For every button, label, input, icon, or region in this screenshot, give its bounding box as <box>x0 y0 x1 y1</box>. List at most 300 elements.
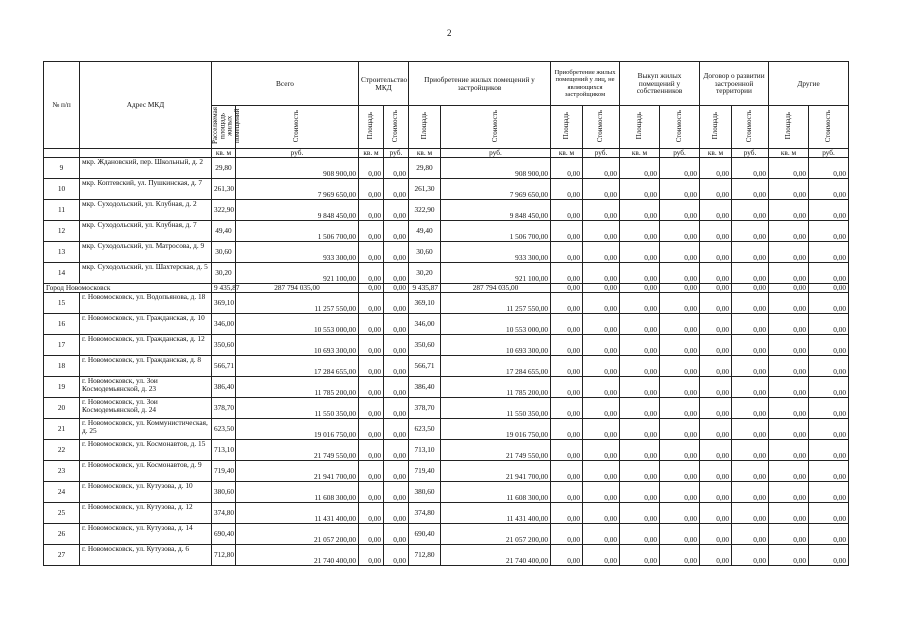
table-row <box>44 221 849 242</box>
summary-label: Город Новомосковск <box>44 284 212 293</box>
row-construction-cost: 0,00 <box>384 335 409 356</box>
unit-sqm: кв. м <box>359 149 384 158</box>
row-zero-cell: 0,00 <box>809 440 849 461</box>
row-address: мкр. Суходольский, ул. Шахтерская, д. 5 <box>80 263 212 284</box>
row-zero-cell: 0,00 <box>769 242 809 263</box>
row-zero-cell: 0,00 <box>583 503 620 524</box>
row-zero-cell: 0,00 <box>809 293 849 314</box>
row-zero-cell: 0,00 <box>809 179 849 200</box>
row-zero-cell: 0,00 <box>660 356 700 377</box>
row-zero-cell: 0,00 <box>769 356 809 377</box>
row-zero-cell: 0,00 <box>660 158 700 179</box>
unit-rub: руб. <box>236 149 359 158</box>
header-buyout-cost: Стоимость <box>660 106 700 149</box>
table-row <box>44 179 849 200</box>
row-address: г. Новомосковск, ул. Кутузова, д. 6 <box>80 545 212 566</box>
row-zero-cell: 0,00 <box>700 419 732 440</box>
header-contract-area: Площадь <box>700 106 732 149</box>
row-zero-cell: 0,00 <box>551 356 583 377</box>
row-zero-cell: 0,00 <box>620 482 660 503</box>
row-number: 17 <box>44 335 80 356</box>
row-construction-area: 0,00 <box>359 314 384 335</box>
table-row <box>44 158 849 179</box>
summary-cell: 0,00 <box>583 284 620 293</box>
header-purchase-developers: Приобретение жилых помещений у застройщиков <box>409 62 551 106</box>
row-construction-cost: 0,00 <box>384 221 409 242</box>
unit-sqm: кв. м <box>551 149 583 158</box>
row-total-area: 690,40 <box>212 524 236 545</box>
row-zero-cell: 0,00 <box>732 263 769 284</box>
row-zero-cell: 0,00 <box>551 398 583 419</box>
row-purchase-cost: 21 057 200,00 <box>441 524 551 545</box>
summary-cost: 287 794 035,00 <box>236 284 359 293</box>
row-zero-cell: 0,00 <box>700 398 732 419</box>
unit-sqm: кв. м <box>212 149 236 158</box>
table-row <box>44 545 849 566</box>
row-address: г. Новомосковск, ул. Кутузова, д. 12 <box>80 503 212 524</box>
row-zero-cell: 0,00 <box>809 503 849 524</box>
row-construction-cost: 0,00 <box>384 461 409 482</box>
row-zero-cell: 0,00 <box>700 335 732 356</box>
row-zero-cell: 0,00 <box>769 314 809 335</box>
row-total-area: 374,80 <box>212 503 236 524</box>
row-total-area: 719,40 <box>212 461 236 482</box>
row-zero-cell: 0,00 <box>551 503 583 524</box>
row-zero-cell: 0,00 <box>732 293 769 314</box>
table-row <box>44 398 849 419</box>
row-zero-cell: 0,00 <box>700 440 732 461</box>
row-construction-cost: 0,00 <box>384 503 409 524</box>
summary-cell: 0,00 <box>551 284 583 293</box>
row-address: мкр. Ждановский, пер. Школьный, д. 2 <box>80 158 212 179</box>
row-zero-cell: 0,00 <box>551 293 583 314</box>
row-purchase-cost: 921 100,00 <box>441 263 551 284</box>
row-zero-cell: 0,00 <box>732 314 769 335</box>
row-zero-cell: 0,00 <box>551 158 583 179</box>
row-zero-cell: 0,00 <box>551 524 583 545</box>
row-zero-cell: 0,00 <box>583 314 620 335</box>
row-zero-cell: 0,00 <box>809 482 849 503</box>
unit-sqm: кв. м <box>620 149 660 158</box>
row-address: мкр. Коптевский, ул. Пушкинская, д. 7 <box>80 179 212 200</box>
row-zero-cell: 0,00 <box>551 263 583 284</box>
row-purchase-cost: 908 900,00 <box>441 158 551 179</box>
row-zero-cell: 0,00 <box>732 335 769 356</box>
row-zero-cell: 0,00 <box>583 158 620 179</box>
row-construction-area: 0,00 <box>359 503 384 524</box>
row-purchase-area: 623,50 <box>409 419 441 440</box>
row-total-cost: 1 506 700,00 <box>236 221 359 242</box>
row-construction-cost: 0,00 <box>384 356 409 377</box>
row-number: 9 <box>44 158 80 179</box>
row-address: мкр. Суходольский, ул. Клубная, д. 2 <box>80 200 212 221</box>
row-zero-cell: 0,00 <box>583 200 620 221</box>
row-construction-cost: 0,00 <box>384 524 409 545</box>
row-address: г. Новомосковск, ул. Коммунистическая, д. 25 <box>80 419 212 440</box>
row-zero-cell: 0,00 <box>809 419 849 440</box>
row-zero-cell: 0,00 <box>583 356 620 377</box>
row-number: 18 <box>44 356 80 377</box>
row-purchase-cost: 7 969 650,00 <box>441 179 551 200</box>
row-construction-area: 0,00 <box>359 461 384 482</box>
row-zero-cell: 0,00 <box>660 314 700 335</box>
table-row <box>44 200 849 221</box>
row-zero-cell: 0,00 <box>809 242 849 263</box>
row-zero-cell: 0,00 <box>660 440 700 461</box>
row-total-area: 712,80 <box>212 545 236 566</box>
row-number: 25 <box>44 503 80 524</box>
summary-cell: 0,00 <box>359 284 384 293</box>
row-address: г. Новомосковск, ул. Зои Космодемьянской, д. 23 <box>80 377 212 398</box>
row-number: 21 <box>44 419 80 440</box>
row-zero-cell: 0,00 <box>551 545 583 566</box>
resettlement-table <box>43 61 849 566</box>
row-number: 14 <box>44 263 80 284</box>
row-zero-cell: 0,00 <box>732 524 769 545</box>
row-zero-cell: 0,00 <box>732 545 769 566</box>
row-construction-area: 0,00 <box>359 335 384 356</box>
row-zero-cell: 0,00 <box>660 263 700 284</box>
table-row <box>44 314 849 335</box>
row-purchase-cost: 21 740 400,00 <box>441 545 551 566</box>
row-zero-cell: 0,00 <box>583 242 620 263</box>
row-zero-cell: 0,00 <box>732 377 769 398</box>
row-zero-cell: 0,00 <box>809 398 849 419</box>
row-zero-cell: 0,00 <box>620 293 660 314</box>
row-construction-area: 0,00 <box>359 221 384 242</box>
row-construction-area: 0,00 <box>359 356 384 377</box>
row-zero-cell: 0,00 <box>660 419 700 440</box>
row-zero-cell: 0,00 <box>551 482 583 503</box>
header-development-contract: Договор о развитии застроенной территории <box>700 62 769 106</box>
row-zero-cell: 0,00 <box>660 461 700 482</box>
row-number: 24 <box>44 482 80 503</box>
row-zero-cell: 0,00 <box>660 482 700 503</box>
row-number: 10 <box>44 179 80 200</box>
row-zero-cell: 0,00 <box>620 398 660 419</box>
row-construction-cost: 0,00 <box>384 179 409 200</box>
header-total-cost: Стоимость <box>236 106 359 149</box>
row-zero-cell: 0,00 <box>660 377 700 398</box>
row-zero-cell: 0,00 <box>700 356 732 377</box>
row-zero-cell: 0,00 <box>620 242 660 263</box>
header-purchase-area: Площадь <box>409 106 441 149</box>
row-construction-area: 0,00 <box>359 179 384 200</box>
row-total-cost: 19 016 750,00 <box>236 419 359 440</box>
row-total-cost: 21 941 700,00 <box>236 461 359 482</box>
summary-cell: 0,00 <box>620 284 660 293</box>
table-body-part-2 <box>44 293 849 566</box>
row-zero-cell: 0,00 <box>620 377 660 398</box>
row-purchase-cost: 11 431 400,00 <box>441 503 551 524</box>
row-number: 13 <box>44 242 80 263</box>
row-zero-cell: 0,00 <box>660 200 700 221</box>
row-construction-cost: 0,00 <box>384 293 409 314</box>
row-zero-cell: 0,00 <box>660 242 700 263</box>
row-total-cost: 11 608 300,00 <box>236 482 359 503</box>
row-zero-cell: 0,00 <box>809 158 849 179</box>
row-zero-cell: 0,00 <box>700 242 732 263</box>
row-zero-cell: 0,00 <box>620 263 660 284</box>
summary-cell: 0,00 <box>809 284 849 293</box>
row-construction-area: 0,00 <box>359 377 384 398</box>
row-purchase-area: 690,40 <box>409 524 441 545</box>
header-other: Другие <box>769 62 849 106</box>
row-total-cost: 11 257 550,00 <box>236 293 359 314</box>
row-zero-cell: 0,00 <box>732 356 769 377</box>
row-construction-area: 0,00 <box>359 200 384 221</box>
header-nondev-cost: Стоимость <box>583 106 620 149</box>
row-purchase-area: 712,80 <box>409 545 441 566</box>
row-purchase-cost: 11 550 350,00 <box>441 398 551 419</box>
row-construction-area: 0,00 <box>359 263 384 284</box>
row-purchase-cost: 17 284 655,00 <box>441 356 551 377</box>
row-purchase-cost: 933 300,00 <box>441 242 551 263</box>
row-construction-area: 0,00 <box>359 293 384 314</box>
row-purchase-area: 322,90 <box>409 200 441 221</box>
row-zero-cell: 0,00 <box>732 461 769 482</box>
row-construction-area: 0,00 <box>359 242 384 263</box>
row-total-cost: 921 100,00 <box>236 263 359 284</box>
row-zero-cell: 0,00 <box>583 377 620 398</box>
row-zero-cell: 0,00 <box>769 335 809 356</box>
row-zero-cell: 0,00 <box>583 545 620 566</box>
row-number: 27 <box>44 545 80 566</box>
row-zero-cell: 0,00 <box>660 179 700 200</box>
row-construction-cost: 0,00 <box>384 440 409 461</box>
row-number: 19 <box>44 377 80 398</box>
row-zero-cell: 0,00 <box>583 524 620 545</box>
header-total: Всего <box>212 62 359 106</box>
row-number: 23 <box>44 461 80 482</box>
row-zero-cell: 0,00 <box>732 242 769 263</box>
row-number: 11 <box>44 200 80 221</box>
row-total-area: 380,60 <box>212 482 236 503</box>
header-purchase-cost: Стоимость <box>441 106 551 149</box>
row-zero-cell: 0,00 <box>660 293 700 314</box>
row-zero-cell: 0,00 <box>700 221 732 242</box>
row-construction-cost: 0,00 <box>384 263 409 284</box>
row-zero-cell: 0,00 <box>700 293 732 314</box>
row-construction-cost: 0,00 <box>384 314 409 335</box>
row-address: г. Новомосковск, ул. Кутузова, д. 14 <box>80 524 212 545</box>
header-contract-cost: Стоимость <box>732 106 769 149</box>
table-row <box>44 356 849 377</box>
row-total-area: 322,90 <box>212 200 236 221</box>
table-row <box>44 524 849 545</box>
row-total-cost: 11 785 200,00 <box>236 377 359 398</box>
header-other-area: Площадь <box>769 106 809 149</box>
row-zero-cell: 0,00 <box>700 461 732 482</box>
row-zero-cell: 0,00 <box>732 482 769 503</box>
row-zero-cell: 0,00 <box>769 524 809 545</box>
row-construction-cost: 0,00 <box>384 419 409 440</box>
table-row <box>44 419 849 440</box>
row-purchase-area: 29,80 <box>409 158 441 179</box>
row-zero-cell: 0,00 <box>620 179 660 200</box>
header-purchase-non-developers: Приобретение жилых помещений у лиц, не являющихся застройщиком <box>551 62 620 106</box>
header-address: Адрес МКД <box>80 62 212 149</box>
unit-sqm: кв. м <box>769 149 809 158</box>
row-total-area: 346,00 <box>212 314 236 335</box>
row-total-area: 386,40 <box>212 377 236 398</box>
row-total-area: 30,20 <box>212 263 236 284</box>
row-zero-cell: 0,00 <box>700 377 732 398</box>
row-zero-cell: 0,00 <box>551 461 583 482</box>
table-row <box>44 440 849 461</box>
row-zero-cell: 0,00 <box>660 335 700 356</box>
row-zero-cell: 0,00 <box>769 377 809 398</box>
row-zero-cell: 0,00 <box>620 221 660 242</box>
summary-cell: 0,00 <box>384 284 409 293</box>
row-zero-cell: 0,00 <box>620 314 660 335</box>
row-purchase-area: 719,40 <box>409 461 441 482</box>
row-address: мкр. Суходольский, ул. Матросова, д. 9 <box>80 242 212 263</box>
row-number: 16 <box>44 314 80 335</box>
row-zero-cell: 0,00 <box>620 200 660 221</box>
row-zero-cell: 0,00 <box>700 179 732 200</box>
header-construction-area: Площадь <box>359 106 384 149</box>
table-row <box>44 242 849 263</box>
row-zero-cell: 0,00 <box>551 200 583 221</box>
summary-cell: 0,00 <box>700 284 732 293</box>
summary-purchase-area: 9 435,87 <box>409 284 441 293</box>
row-zero-cell: 0,00 <box>583 482 620 503</box>
row-zero-cell: 0,00 <box>700 524 732 545</box>
row-construction-area: 0,00 <box>359 419 384 440</box>
row-purchase-area: 49,40 <box>409 221 441 242</box>
row-number: 22 <box>44 440 80 461</box>
row-construction-area: 0,00 <box>359 482 384 503</box>
row-zero-cell: 0,00 <box>732 503 769 524</box>
row-zero-cell: 0,00 <box>660 524 700 545</box>
row-zero-cell: 0,00 <box>809 200 849 221</box>
row-purchase-area: 566,71 <box>409 356 441 377</box>
units-blank <box>44 149 80 158</box>
row-zero-cell: 0,00 <box>660 545 700 566</box>
table-row <box>44 335 849 356</box>
row-construction-cost: 0,00 <box>384 377 409 398</box>
unit-sqm: кв. м <box>409 149 441 158</box>
row-purchase-cost: 21 941 700,00 <box>441 461 551 482</box>
row-purchase-area: 350,60 <box>409 335 441 356</box>
unit-rub: руб. <box>384 149 409 158</box>
row-total-area: 623,50 <box>212 419 236 440</box>
row-zero-cell: 0,00 <box>769 293 809 314</box>
row-purchase-area: 374,80 <box>409 503 441 524</box>
row-zero-cell: 0,00 <box>620 503 660 524</box>
row-total-cost: 908 900,00 <box>236 158 359 179</box>
row-purchase-area: 369,10 <box>409 293 441 314</box>
row-number: 20 <box>44 398 80 419</box>
row-zero-cell: 0,00 <box>732 440 769 461</box>
table-row <box>44 263 849 284</box>
summary-cell: 0,00 <box>732 284 769 293</box>
row-zero-cell: 0,00 <box>620 419 660 440</box>
row-total-cost: 10 553 000,00 <box>236 314 359 335</box>
row-zero-cell: 0,00 <box>551 440 583 461</box>
row-zero-cell: 0,00 <box>769 545 809 566</box>
row-zero-cell: 0,00 <box>700 158 732 179</box>
header-nondev-area: Площадь <box>551 106 583 149</box>
row-construction-area: 0,00 <box>359 158 384 179</box>
row-purchase-cost: 21 749 550,00 <box>441 440 551 461</box>
row-total-cost: 7 969 650,00 <box>236 179 359 200</box>
row-zero-cell: 0,00 <box>620 440 660 461</box>
row-number: 12 <box>44 221 80 242</box>
row-zero-cell: 0,00 <box>700 263 732 284</box>
row-total-area: 713,10 <box>212 440 236 461</box>
row-total-area: 29,80 <box>212 158 236 179</box>
table-row <box>44 503 849 524</box>
page-number: 2 <box>447 28 452 38</box>
row-total-area: 369,10 <box>212 293 236 314</box>
row-zero-cell: 0,00 <box>809 461 849 482</box>
row-zero-cell: 0,00 <box>769 503 809 524</box>
row-zero-cell: 0,00 <box>583 440 620 461</box>
row-purchase-area: 30,60 <box>409 242 441 263</box>
row-total-cost: 17 284 655,00 <box>236 356 359 377</box>
row-purchase-cost: 1 506 700,00 <box>441 221 551 242</box>
row-zero-cell: 0,00 <box>583 461 620 482</box>
row-address: г. Новомосковск, ул. Кутузова, д. 10 <box>80 482 212 503</box>
row-zero-cell: 0,00 <box>769 440 809 461</box>
table-row <box>44 461 849 482</box>
row-construction-cost: 0,00 <box>384 398 409 419</box>
table-row <box>44 377 849 398</box>
row-zero-cell: 0,00 <box>700 503 732 524</box>
row-purchase-area: 30,20 <box>409 263 441 284</box>
row-total-area: 378,70 <box>212 398 236 419</box>
row-purchase-cost: 11 257 550,00 <box>441 293 551 314</box>
row-zero-cell: 0,00 <box>809 314 849 335</box>
row-address: г. Новомосковск, ул. Гражданская, д. 8 <box>80 356 212 377</box>
row-zero-cell: 0,00 <box>769 158 809 179</box>
row-zero-cell: 0,00 <box>732 398 769 419</box>
row-zero-cell: 0,00 <box>551 314 583 335</box>
summary-purchase-cost: 287 794 035,00 <box>441 284 551 293</box>
row-total-cost: 21 057 200,00 <box>236 524 359 545</box>
row-construction-cost: 0,00 <box>384 158 409 179</box>
unit-rub: руб. <box>660 149 700 158</box>
row-zero-cell: 0,00 <box>769 200 809 221</box>
row-number: 15 <box>44 293 80 314</box>
row-zero-cell: 0,00 <box>583 263 620 284</box>
row-zero-cell: 0,00 <box>583 179 620 200</box>
row-construction-area: 0,00 <box>359 398 384 419</box>
row-address: г. Новомосковск, ул. Водопьянова, д. 18 <box>80 293 212 314</box>
unit-rub: руб. <box>441 149 551 158</box>
row-purchase-cost: 10 553 000,00 <box>441 314 551 335</box>
row-construction-cost: 0,00 <box>384 242 409 263</box>
row-construction-area: 0,00 <box>359 440 384 461</box>
row-purchase-cost: 11 608 300,00 <box>441 482 551 503</box>
unit-rub: руб. <box>732 149 769 158</box>
row-zero-cell: 0,00 <box>620 356 660 377</box>
row-address: г. Новомосковск, ул. Зои Космодемьянской, д. 24 <box>80 398 212 419</box>
row-zero-cell: 0,00 <box>700 482 732 503</box>
unit-rub: руб. <box>583 149 620 158</box>
row-address: г. Новомосковск, ул. Гражданская, д. 12 <box>80 335 212 356</box>
row-purchase-area: 386,40 <box>409 377 441 398</box>
row-zero-cell: 0,00 <box>551 419 583 440</box>
header-num: № п/п <box>44 62 80 149</box>
row-purchase-cost: 11 785 200,00 <box>441 377 551 398</box>
row-zero-cell: 0,00 <box>620 524 660 545</box>
row-zero-cell: 0,00 <box>732 179 769 200</box>
row-purchase-cost: 19 016 750,00 <box>441 419 551 440</box>
row-number: 26 <box>44 524 80 545</box>
